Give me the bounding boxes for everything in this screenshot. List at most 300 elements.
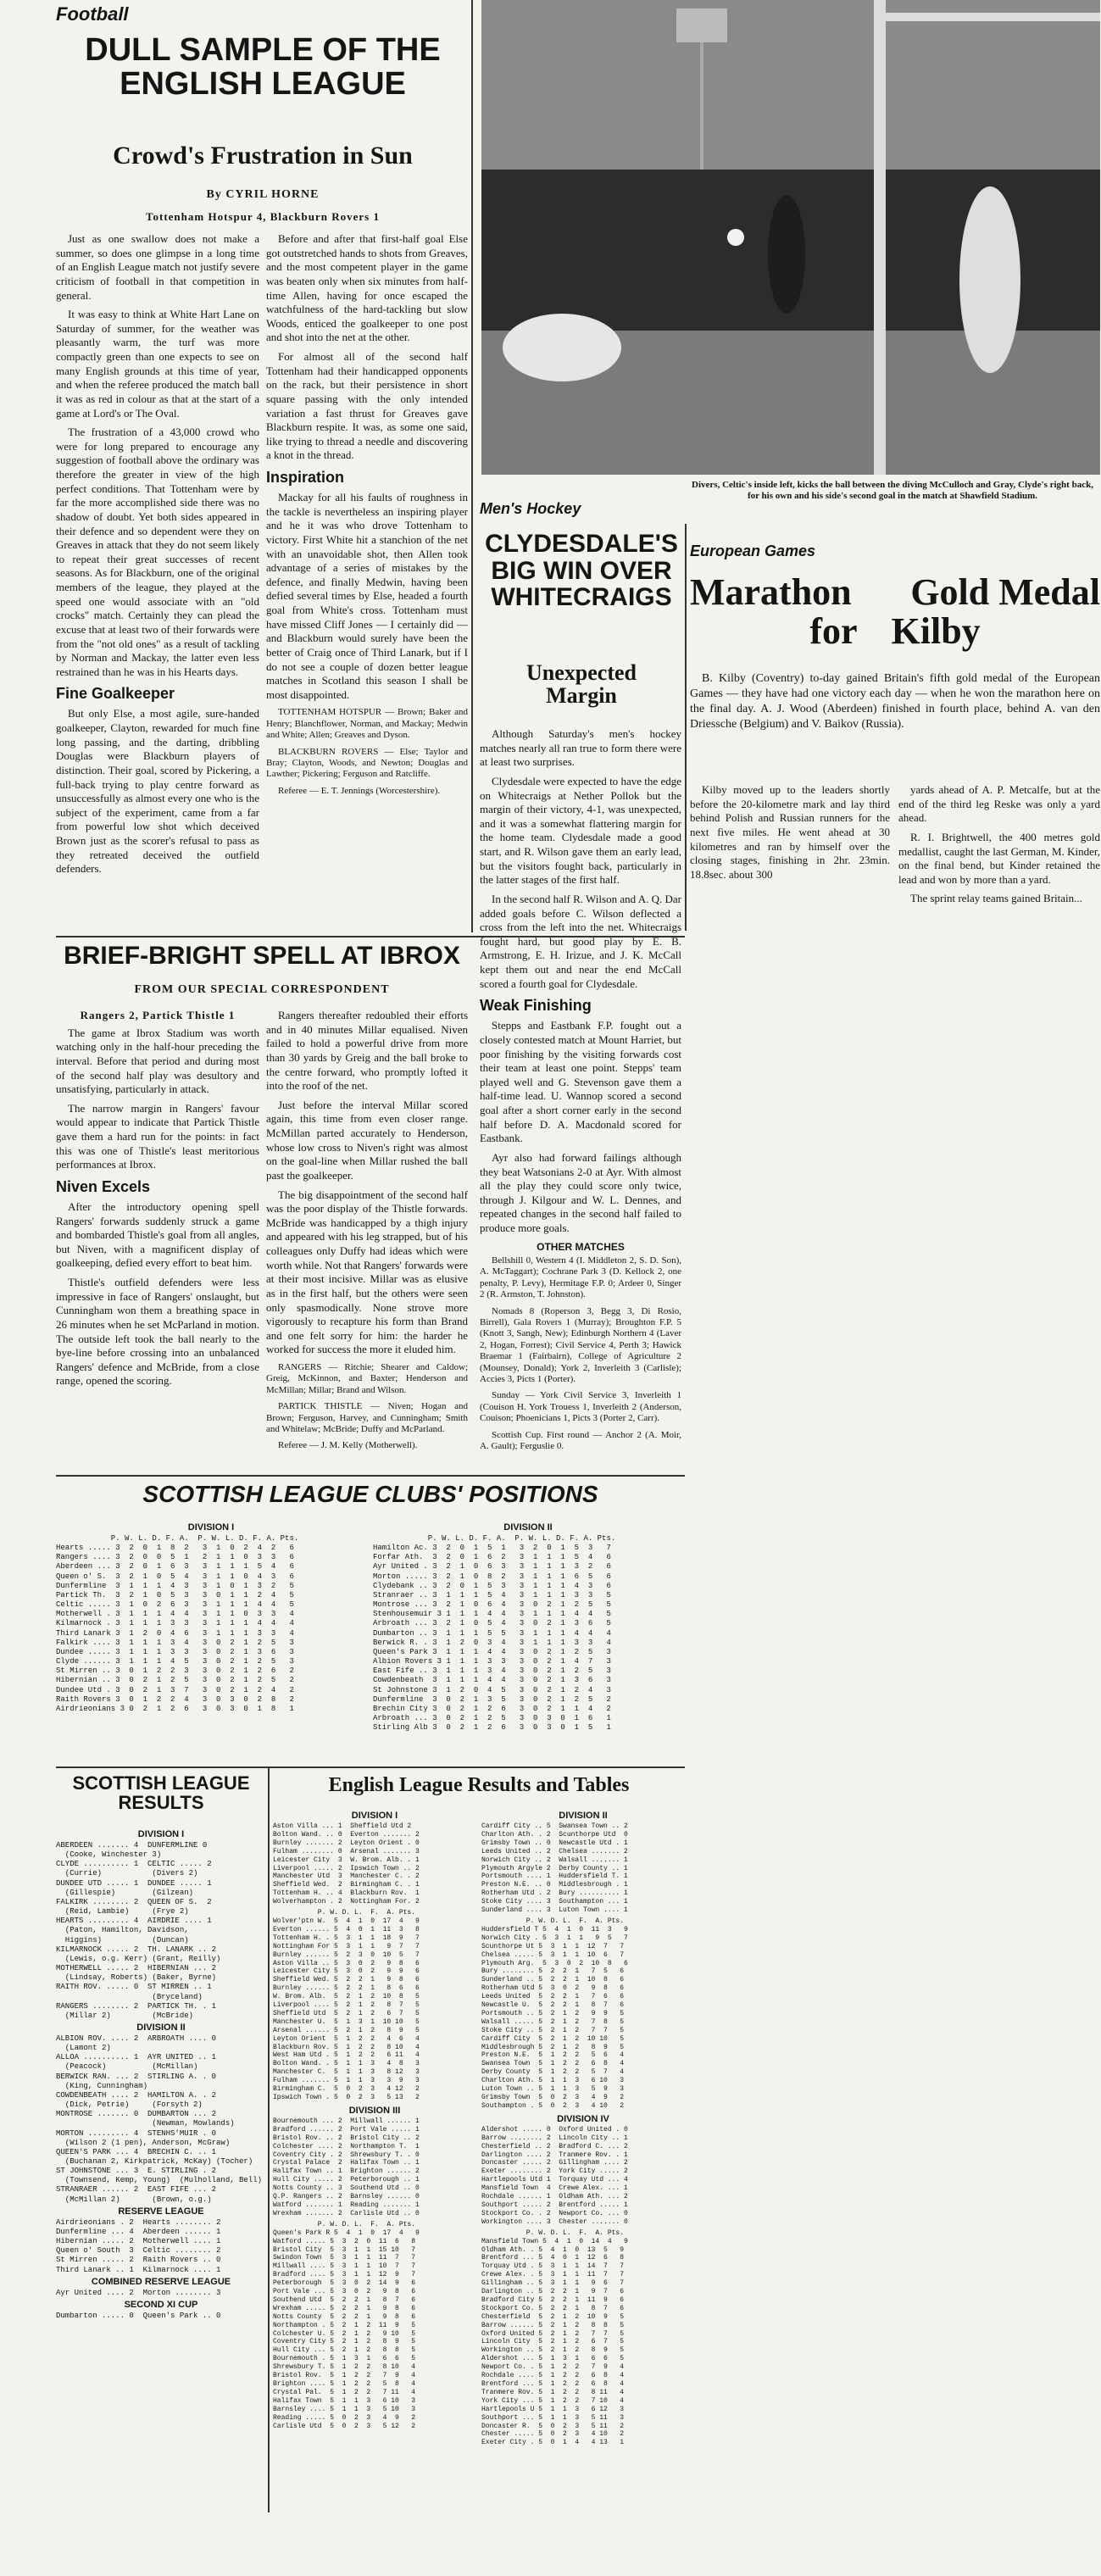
english-div3-table-row: Bristol City 5 3 1 1 15 10 7 xyxy=(273,2245,416,2254)
results-div1-line: (Cooke, Winchester 3) xyxy=(56,1850,162,1860)
results-div2-line: (King, Cunningham) xyxy=(56,2081,148,2090)
english-div1-table-row: Ipswich Town . 5 0 2 3 5 13 2 xyxy=(273,2094,420,2101)
positions-div2-title: DIVISION II xyxy=(503,1522,553,1533)
english-div4-table-row: Newport Co. . 5 1 2 2 7 9 4 xyxy=(481,2363,625,2372)
english-div4-result: Aldershot ..... 0 Oxford United . 0 xyxy=(481,2125,628,2134)
hockey-subhead-weak: Weak Finishing xyxy=(480,997,592,1015)
english-div4-table-row: Bradford City 5 2 2 1 11 9 6 xyxy=(481,2295,625,2304)
english-div3-table-row: Coventry City 5 2 1 2 8 9 5 xyxy=(273,2338,416,2346)
english-div3-result: Notts County .. 3 Southend Utd .. 0 xyxy=(273,2184,420,2193)
english-div1-table-row: Burnley ...... 5 2 3 0 10 5 7 xyxy=(273,1950,420,1959)
english-div2-result: Grimsby Town .. 0 Newcastle Utd . 1 xyxy=(481,1839,628,1847)
positions-div1-header: P. W. L. D. F. A. P. W. L. D. F. A. Pts. xyxy=(56,1534,299,1543)
ibrox-column-2 xyxy=(266,1009,468,1475)
english-div1-table-row: Manchester U. 5 1 3 1 10 10 5 xyxy=(273,2017,420,2026)
english-div1-result: Sheffield Wed. 2 Birmingham C. . 1 xyxy=(273,1881,420,1889)
results-reserve-title: RESERVE LEAGUE xyxy=(118,2206,204,2217)
english-div1-table-row: Liverpool .... 5 2 1 2 8 7 5 xyxy=(273,2001,420,2010)
positions-div2-row: Stirling Alb 3 0 2 1 2 6 3 0 3 0 1 5 1 xyxy=(373,1723,611,1733)
english-div2-table-row: Preston N.E. 5 1 2 2 5 6 4 xyxy=(481,2051,625,2060)
results-div1-title: DIVISION I xyxy=(137,1829,185,1839)
ibrox-para-3: After the introductory opening spell Rangers' forwards suddenly struck a game and bombarded Thistle's goal from all angles, but Niven, with a magnificent display of goalkeeping, defied every effort to beat him. xyxy=(56,1199,259,1270)
photo-caption: Divers, Celtic's inside left, kicks the ball between the diving McCulloch and Gray, Clyde's right back, for his own and his side's second goal in the match at Shawfield Stadium. xyxy=(692,480,1093,502)
hockey-headline xyxy=(480,531,683,658)
english-div3-table-row: Barnsley .... 5 1 1 3 5 10 3 xyxy=(273,2405,416,2413)
dull-para-4: But only Else, a most agile, sure-handed goalkeeper, Clayton, rewarded for much fine long passing, and the darting, dribbling Douglas were Blackburn players of distinction. Their goal, scored by Pickering, a full-back trying to play centre forward as unsuccessfully as almost every one who is the subject of the experiment, came from a far from powerful low shot which deceived Brown just as the scorer's refusal to pass as they retreated deceived the outfield defenders. xyxy=(56,707,259,876)
english-div4-table-row: Barrow ...... 5 2 1 2 8 8 5 xyxy=(481,2321,625,2329)
english-div3-result: Q.P. Rangers .. 2 Barnsley ...... 0 xyxy=(273,2193,420,2201)
results-div2-line: MONTROSE ....... 0 DUMBARTON ... 2 xyxy=(56,2110,217,2119)
hockey-subhead xyxy=(480,661,683,721)
english-div4-table-row: Darlington .. 5 2 2 1 9 7 6 xyxy=(481,2288,625,2296)
results-combined-line: Ayr United .... 2 Morton ........ 3 xyxy=(56,2288,221,2297)
english-div2-result: Norwich City .. 2 Walsall ....... 1 xyxy=(481,1855,628,1864)
english-div4-table-row: Mansfield Town 5 4 1 0 14 4 9 xyxy=(481,2237,628,2245)
dull-headline xyxy=(56,34,470,136)
positions-div1-row: Dundee Utd . 3 0 2 1 3 7 3 0 2 1 2 4 2 xyxy=(56,1685,294,1694)
english-div3-table-row: Carlisle Utd 5 0 2 3 5 12 2 xyxy=(273,2422,416,2430)
english-div4-table-row: Oxford United 5 2 1 2 7 7 5 xyxy=(481,2329,625,2338)
positions-div1-row: Queen o' S. 3 2 1 0 5 4 3 1 1 0 4 3 6 xyxy=(56,1572,294,1581)
results-div2-line: (McMillan 2) (Brown, o.g.) xyxy=(56,2195,212,2204)
positions-div1-row: St Mirren .. 3 0 1 2 2 3 3 0 2 1 2 6 2 xyxy=(56,1666,294,1676)
english-div3-table-row: Notts County 5 2 2 1 9 8 6 xyxy=(273,2312,416,2321)
english-div1-table-row: Manchester C. 5 1 1 3 8 12 3 xyxy=(273,2068,420,2077)
dull-referee: Referee — E. T. Jennings (Worcestershire). xyxy=(278,785,441,796)
positions-div2-row: Stenhousemuir 3 1 1 1 4 4 3 1 1 1 4 4 5 xyxy=(373,1610,611,1619)
english-div1-table-row: Leicester City 5 3 0 2 9 9 6 xyxy=(273,1967,420,1976)
positions-div1-title: DIVISION I xyxy=(187,1522,235,1533)
hockey-kicker: Men's Hockey xyxy=(480,500,581,517)
english-div1-table-row: Arsenal ...... 5 2 1 2 8 9 5 xyxy=(273,2026,420,2034)
english-div2-result: Cardiff City .. 5 Swansea Town .. 2 xyxy=(481,1822,628,1830)
football-photo xyxy=(481,0,1100,475)
european-kicker: European Games xyxy=(690,542,816,559)
results-div1-line: (Lindsay, Roberts) (Baker, Byrne) xyxy=(56,1973,217,1983)
english-div3-table-row: Crystal Pal. 5 1 2 2 7 11 4 xyxy=(273,2388,416,2396)
english-div4-table xyxy=(481,2238,685,2448)
results-headline-line1: SCOTTISH LEAGUE xyxy=(72,1773,250,1794)
results-div1-line: MOTHERWELL ..... 2 HIBERNIAN ... 2 xyxy=(56,1964,217,1973)
english-div1-table-row: Blackburn Rov. 5 1 2 2 8 10 4 xyxy=(273,2043,420,2051)
results-div2-line: (Peacock) (McMillan) xyxy=(56,2062,198,2072)
football-photo-image xyxy=(481,0,1100,475)
results-div1-line: RAITH ROV. ..... 0 ST MIRREN .. 1 xyxy=(56,1983,212,1992)
positions-div2-row: Morton ..... 3 2 1 0 8 2 3 1 1 1 6 5 6 xyxy=(373,1572,611,1581)
ibrox-para-5: Rangers thereafter redoubled their efforts and in 40 minutes Millar equalised. Niven failed to hold a powerful drive from more than 30 yards by Greig and the ball broke to the centre forward, who promptly lofted it into the roof of the net. xyxy=(266,1009,468,1093)
english-div3-table-row: Bristol Rov. 5 1 2 2 7 9 4 xyxy=(273,2372,416,2380)
results-reserve-line: Airdrieonians . 2 Hearts ........ 2 xyxy=(56,2217,221,2227)
english-div2-table-row: Leeds United 5 2 2 1 7 6 6 xyxy=(481,1993,625,2001)
positions-div2-header: P. W. L. D. F. A. P. W. L. D. F. A. Pts. xyxy=(373,1534,616,1543)
results-div2-line: QUEEN'S PARK ... 4 BRECHIN C. .. 1 xyxy=(56,2147,217,2156)
english-div4-table-row: Oldham Ath. . 5 4 1 0 13 5 9 xyxy=(481,2245,625,2254)
ibrox-teams-1: RANGERS — Ritchie; Shearer and Caldow; Greig, McKinnon, and Baxter; Henderson and McMillan; Millar; Brand and Wilson. xyxy=(266,1362,468,1395)
dull-result: Tottenham Hotspur 4, Blackburn Rovers 1 xyxy=(146,210,380,223)
results-div1-line: (Gillespie) (Gilzean) xyxy=(56,1888,194,1897)
english-div2-table-row: Scunthorpe Ut 5 3 1 1 12 7 7 xyxy=(481,1942,625,1950)
english-div3-table-row: Bradford .... 5 3 1 1 12 9 7 xyxy=(273,2271,416,2279)
ibrox-byline: FROM OUR SPECIAL CORRESPONDENT xyxy=(134,983,390,996)
english-div3-table-row: Swindon Town 5 3 1 1 11 7 7 xyxy=(273,2254,416,2262)
dull-byline: By CYRIL HORNE xyxy=(206,188,320,201)
results-div2-line: ST JOHNSTONE ... 3 E. STIRLING . 2 xyxy=(56,2167,217,2176)
results-div2-line: STRANRAER ...... 2 EAST FIFE ... 2 xyxy=(56,2185,217,2195)
positions-div1-row: Dundee ..... 3 1 1 1 3 3 3 0 2 1 3 6 3 xyxy=(56,1647,294,1656)
english-div4-result: Mansfield Town 4 Crewe Alex. ... 1 xyxy=(481,2184,628,2193)
dull-para-1: Just as one swallow does not make a summer, so does one glimpse in a long time of an English League match not justify severe criticism of football in that competition in general. xyxy=(56,232,259,302)
english-div1-table-row: Sheffield Utd 5 2 1 2 6 7 5 xyxy=(273,2009,420,2017)
english-div1-result: Burnley ....... 2 Leyton Orient . 0 xyxy=(273,1839,420,1847)
english-div2-result: Stoke City .... 3 Southampton ... 1 xyxy=(481,1898,628,1906)
english-div2-table-row: Walsall ..... 5 2 1 2 7 8 5 xyxy=(481,2017,625,2026)
english-div2-result: Leeds United .. 2 Chelsea ....... 2 xyxy=(481,1847,628,1855)
english-div2-result: Plymouth Argyle 2 Derby County .. 1 xyxy=(481,1864,628,1872)
english-div1-table xyxy=(273,1917,476,2102)
english-div4-table-row: Southport ... 5 1 1 3 5 11 3 xyxy=(481,2413,625,2422)
results-div2-line: (Dick, Petrie) (Forsyth 2) xyxy=(56,2100,203,2110)
results-div2-line: (Newman, Mowlands) xyxy=(56,2119,235,2128)
english-div1-table-row: W. Brom. Alb. 5 2 1 2 10 8 5 xyxy=(273,1993,420,2001)
english-div4-result: Chesterfield .. 2 Bradford C. ... 2 xyxy=(481,2142,628,2150)
results-div2-lines xyxy=(56,2034,266,2205)
english-div2-table-row: Bury ........ 5 2 2 1 7 5 6 xyxy=(481,1967,625,1976)
english-div2-table-row: Luton Town .. 5 1 1 3 5 9 3 xyxy=(481,2085,625,2094)
english-div1-title: DIVISION I xyxy=(351,1811,398,1821)
results-div1-line: (Bryceland) xyxy=(56,1992,203,2001)
ibrox-headline: BRIEF-BRIGHT SPELL AT IBROX xyxy=(64,943,460,970)
european-column-1 xyxy=(690,783,890,936)
english-div3-result: Bradford ...... 2 Port Vale ..... 1 xyxy=(273,2125,420,2134)
results-div1-line: KILMARNOCK ..... 2 TH. LANARK .. 2 xyxy=(56,1945,217,1954)
european-lead xyxy=(690,671,1100,782)
hockey-headline-line2: BIG WIN OVER xyxy=(491,556,672,585)
dull-teams-2: BLACKBURN ROVERS — Else; Taylor and Bray; Clayton, Woods, and Newton; Douglas and Lawther; Pickering; Ferguson and Ratcliffe. xyxy=(266,746,468,780)
english-column-left xyxy=(273,1809,476,2521)
ibrox-subhead-niven: Niven Excels xyxy=(56,1177,151,1195)
positions-div2-row: Arbroath ... 3 2 1 0 5 4 3 0 2 1 3 6 5 xyxy=(373,1619,611,1628)
hockey-other-3: Sunday — York Civil Service 3, Inverleith 1 (Couison H. York Trouess 1, Inverleith 2 (Anderson, Couison; Phoenicians 1, Picts 3 (Porter 2, Carr). xyxy=(480,1390,681,1424)
english-div2-table-row: Sunderland .. 5 2 2 1 10 8 6 xyxy=(481,1976,625,1984)
results-div1-line: Higgins) (Duncan) xyxy=(56,1935,189,1945)
english-div1-table-row: Leyton Orient 5 1 2 2 4 6 4 xyxy=(273,2034,420,2043)
english-div3-result: Wrexham ....... 2 Carlisle Utd .. 0 xyxy=(273,2209,420,2217)
positions-div1-row: Falkirk .... 3 1 1 1 3 4 3 0 2 1 2 5 3 xyxy=(56,1638,294,1647)
english-div4-result: Barrow ........ 2 Lincoln City .. 1 xyxy=(481,2134,628,2142)
english-div2-result: Sunderland .... 3 Luton Town .... 1 xyxy=(481,1906,628,1915)
english-div3-result: Bournemouth ... 2 Millwall ...... 1 xyxy=(273,2117,420,2125)
english-div3-header: P. W. D. L. F. A. Pts. xyxy=(273,2220,416,2228)
results-reserve-line: St Mirren ..... 2 Raith Rovers .. 0 xyxy=(56,2256,221,2265)
positions-div2-row: St Johnstone 3 1 2 0 4 5 3 0 2 1 2 4 3 xyxy=(373,1685,611,1694)
results-div2-line: MORTON ......... 4 STENHS'MUIR . 0 xyxy=(56,2128,217,2138)
results-div2-line: (Townsend, Kemp, Young) (Mulholland, Bell) xyxy=(56,2176,263,2185)
english-div4-table-row: Stockport Co. 5 2 2 1 8 7 6 xyxy=(481,2304,625,2312)
results-div2-line: BERWICK RAN. ... 2 STIRLING A. . 0 xyxy=(56,2072,217,2081)
european-para-4: R. I. Brightwell, the 400 metres gold medallist, caught the last German, M. Kinder, on the final bend, but Kinder retained the lead and won by more than a yard. xyxy=(898,830,1100,886)
european-headline xyxy=(690,573,1100,666)
english-div2-table-row: Norwich City . 5 3 1 1 9 5 7 xyxy=(481,1933,628,1942)
english-div4-result: Doncaster ..... 2 Gillingham .... 2 xyxy=(481,2159,628,2167)
english-div1-result: Bolton Wand. .. 0 Everton ....... 2 xyxy=(273,1830,420,1839)
positions-div2-row: Hamilton Ac. 3 2 0 1 5 1 3 2 0 1 5 3 7 xyxy=(373,1544,611,1553)
results-div1-line: ABERDEEN ....... 4 DUNFERMLINE 0 xyxy=(56,1841,208,1850)
results-div1-line: CLYDE .......... 1 CELTIC ..... 2 xyxy=(56,1860,212,1869)
european-headline-word1: Marathon xyxy=(690,573,852,613)
english-div3-table-row: Halifax Town 5 1 1 3 6 10 3 xyxy=(273,2396,416,2405)
english-div1-result: Aston Villa ... 1 Sheffield Utd 2 xyxy=(273,1822,412,1830)
english-div4-table-row: Lincoln City 5 2 1 2 6 7 5 xyxy=(481,2338,625,2346)
english-div3-table-row: Hull City ... 5 2 1 2 8 8 5 xyxy=(273,2346,416,2355)
results-reserve-lines xyxy=(56,2218,266,2275)
hockey-other-4: Scottish Cup. First round — Anchor 2 (A. Moir, A. Gault); Ferguslie 0. xyxy=(480,1429,681,1452)
results-column xyxy=(56,1828,266,2523)
ibrox-teams-2: PARTICK THISTLE — Niven; Hogan and Brown; Ferguson, Harvey, and Cunningham; Smith and Whitelaw; McBride; Duffy and McParland. xyxy=(266,1401,468,1435)
results-div2-line: COWDENBEATH .... 2 HAMILTON A. . 2 xyxy=(56,2090,217,2100)
positions-div1-row: Raith Rovers 3 0 1 2 2 4 3 0 3 0 2 8 2 xyxy=(56,1694,294,1704)
hockey-para-2: Clydesdale were expected to have the edge on Whitecraigs at Nether Pollok but the margin of their victory, 4-1, was unexpected, and it was a somewhat flattering margin for the home team. Clydesdale made a good start, and R. Wilson gave them an early lead, but the visitors fought back, particularly in the latter stages of the first half. xyxy=(480,774,681,887)
english-div4-table-row: Brentford ... 5 4 0 1 12 6 8 xyxy=(481,2254,625,2262)
english-div2-result: Charlton Ath. . 2 Scunthorpe Utd 0 xyxy=(481,1830,628,1839)
english-div3-table-row: Millwall .... 5 3 1 1 10 7 7 xyxy=(273,2262,416,2271)
results-div2-line: ALBION ROV. .... 2 ARBROATH .... 0 xyxy=(56,2034,217,2043)
positions-div1-row: Hibernian .. 3 0 2 1 2 5 3 0 2 1 2 5 2 xyxy=(56,1676,294,1685)
positions-div2-row: Berwick R. . 3 1 2 0 3 4 3 1 1 1 3 3 4 xyxy=(373,1638,611,1647)
english-div2-result: Preston N.E. .. 0 Middlesbrough . 1 xyxy=(481,1881,628,1889)
english-div3-table-row: Shrewsbury T. 5 1 2 2 8 10 4 xyxy=(273,2363,416,2372)
english-div4-result: Stockport Co. . 2 Newport Co. ... 0 xyxy=(481,2209,628,2217)
english-div1-table-row: Birmingham C. 5 0 2 3 4 12 2 xyxy=(273,2085,420,2094)
european-para-3: yards ahead of A. P. Metcalfe, but at the end of the third leg Reske was only a yard ahead. xyxy=(898,783,1100,825)
positions-div2-row: Forfar Ath. 3 2 0 1 6 2 3 1 1 1 5 4 6 xyxy=(373,1553,611,1562)
positions-div1-row: Clyde ...... 3 1 1 1 4 5 3 0 2 1 2 5 3 xyxy=(56,1657,294,1666)
hockey-other-1: Bellshill 0, Western 4 (I. Middleton 2, S. D. Son), A. McTaggart); Cochrane Park 3 (D. Kellock 2, one penalty, P. Levy), Hermitage F.P. 0; Ardeer 0, Singer 2 (R. Armston, T. Johnston). xyxy=(480,1255,681,1300)
ibrox-result: Rangers 2, Partick Thistle 1 xyxy=(80,1009,236,1021)
hockey-other-title: OTHER MATCHES xyxy=(537,1240,625,1253)
results-div1-line: (Reid, Lambie) (Frye 2) xyxy=(56,1907,189,1917)
english-div3-table-row: Peterborough 5 3 0 2 14 9 6 xyxy=(273,2279,416,2288)
english-div2-table-row: Middlesbrough 5 2 1 2 8 9 5 xyxy=(481,2043,625,2051)
ibrox-para-1: The game at Ibrox Stadium was worth watching only in the half-hour preceding the interval. Before that period and during most of the second half play was desultory and unsatisfying, particularly in attack. xyxy=(56,1026,259,1096)
results-div1-line: FALKIRK ........ 2 QUEEN OF S. 2 xyxy=(56,1897,212,1906)
hockey-subhead-line1: Unexpected xyxy=(526,661,637,685)
positions-div2-row: Cowdenbeath 3 1 1 1 4 4 3 0 2 1 3 6 3 xyxy=(373,1676,611,1685)
english-div3-table-row: Queen's Park R 5 4 1 0 17 4 9 xyxy=(273,2228,420,2237)
english-div1-result: Liverpool ..... 2 Ipswich Town .. 2 xyxy=(273,1864,420,1872)
english-div4-result: Hartlepools Utd 1 Torquay Utd ... 4 xyxy=(481,2176,628,2184)
english-div4-table-row: Tranmere Rov. 5 1 2 2 8 11 4 xyxy=(481,2388,625,2396)
english-div3-title: DIVISION III xyxy=(348,2105,401,2116)
english-div3-result: Halifax Town .. 1 Brighton ...... 2 xyxy=(273,2167,420,2176)
dull-headline-line1: DULL SAMPLE OF THE xyxy=(85,34,441,68)
english-div4-table-row: Aldershot ... 5 1 3 1 6 6 5 xyxy=(481,2355,625,2363)
positions-div1 xyxy=(56,1521,366,1766)
hockey-para-3: In the second half R. Wilson and A. Q. Dar added goals before C. Wilson deflected a cross from the left into the net. Whitecraigs fought hard, but good play by E. B. Armstrong, E. H. Irizue, and J. K. McCall kept them out and near the end McCall scored a fourth goal for Clydesdale. xyxy=(480,892,681,990)
positions-div1-row: Airdrieonians 3 0 2 1 2 6 3 0 3 0 1 8 1 xyxy=(56,1704,294,1713)
english-div2-table-row: Grimsby Town 5 0 2 3 4 9 2 xyxy=(481,2094,625,2101)
positions-div2-row: Brechin City 3 0 2 1 2 6 3 0 2 1 1 4 2 xyxy=(373,1704,611,1713)
english-div2-table-row: Huddersfield T 5 4 1 0 11 3 9 xyxy=(481,1925,628,1933)
results-div2-line: (Lamont 2) xyxy=(56,2044,111,2053)
positions-headline: SCOTTISH LEAGUE CLUBS' POSITIONS xyxy=(142,1482,598,1507)
results-div1-line: RANGERS ........ 2 PARTICK TH. . 1 xyxy=(56,2001,217,2011)
dull-column-2 xyxy=(266,232,468,936)
positions-div2-row: East Fife .. 3 1 1 1 3 4 3 0 2 1 2 5 3 xyxy=(373,1666,611,1676)
english-div4-table-row: Doncaster R. 5 0 2 3 5 11 2 xyxy=(481,2422,625,2430)
results-div1-line: (Paton, Hamilton, Davidson, xyxy=(56,1926,189,1935)
results-div2-line: ALLOA .......... 1 AYR UNITED .. 1 xyxy=(56,2053,217,2062)
english-div3-table-row: Bournemouth . 5 1 3 1 6 6 5 xyxy=(273,2355,416,2363)
english-div4-table-row: Rochdale .... 5 1 2 2 6 8 4 xyxy=(481,2372,625,2380)
english-div4-table-row: Brentford ... 5 1 2 2 6 8 4 xyxy=(481,2380,625,2388)
results-div2-title: DIVISION II xyxy=(136,2022,186,2033)
dull-teams-1: TOTTENHAM HOTSPUR — Brown; Baker and Henry; Blanchflower, Norman, and Mackay; Medwin and White; Allen; Greaves and Dyson. xyxy=(266,707,468,741)
english-div2-table-row: Stoke City .. 5 2 1 2 7 7 5 xyxy=(481,2026,625,2034)
english-headline: English League Results and Tables xyxy=(328,1775,630,1796)
english-div1-table-row: Bolton Wand. . 5 1 1 3 4 8 3 xyxy=(273,2060,420,2068)
english-div1-result: Leicester City 3 W. Brom. Alb. . 1 xyxy=(273,1855,420,1864)
english-div4-header: P. W. D. L. F. A. Pts. xyxy=(481,2228,625,2237)
positions-div2-row: Dunfermline 3 0 2 1 3 5 3 0 2 1 2 5 2 xyxy=(373,1694,611,1704)
positions-div2-row: Montrose ... 3 2 1 0 6 4 3 0 2 1 2 5 5 xyxy=(373,1600,611,1610)
english-div3-table-row: Port Vale ... 5 3 0 2 9 8 6 xyxy=(273,2288,416,2296)
english-div1-result: Wolverhampton . 2 Nottingham For. 2 xyxy=(273,1898,420,1906)
english-div4-table-row: Hartlepools U 5 1 1 3 6 12 3 xyxy=(481,2405,625,2413)
results-div1-line: DUNDEE UTD ..... 1 DUNDEE ..... 1 xyxy=(56,1878,212,1888)
hockey-para-4: Stepps and Eastbank F.P. fought out a closely contested match at Mount Harriet, but poor finishing by the visiting forwards cost their team at least one point. Stepps' team played well and G. Stevenson gave them a half-time lead. U. Wannop scored a second goal after a short corner early in the second half before D. A. Macdonald scored for Eastbank. xyxy=(480,1019,681,1145)
english-div3-result: Watford ....... 1 Reading ....... 1 xyxy=(273,2200,420,2209)
positions-div1-rows xyxy=(56,1544,366,1714)
english-div2-table xyxy=(481,1926,685,2111)
english-div2-title: DIVISION II xyxy=(559,1811,608,1821)
hockey-headline-line1: CLYDESDALE'S xyxy=(485,531,678,558)
english-div2-result: Portsmouth .... 1 Huddersfield T. 1 xyxy=(481,1872,628,1881)
english-div1-table-row: Burnley ...... 5 2 2 1 8 6 6 xyxy=(273,1984,420,1993)
european-para-2: Kilby moved up to the leaders shortly before the 20-kilometre mark and lay third behind Polish and Russian runners for the next five miles. He went ahead at 30 kilometres and ran by himself over the closing stages, finishing in 2hr. 23min. 18.8sec. about 300 xyxy=(690,783,890,881)
positions-div2-row: Stranraer .. 3 1 1 1 5 4 3 1 1 1 3 3 5 xyxy=(373,1590,611,1600)
results-combined-title: COMBINED RESERVE LEAGUE xyxy=(91,2276,231,2287)
english-div4-table-row: Chesterfield 5 2 1 2 10 9 5 xyxy=(481,2312,625,2321)
english-div2-result: Rotherham Utd . 2 Bury .......... 1 xyxy=(481,1889,628,1898)
ibrox-column-1 xyxy=(56,1009,259,1475)
dull-para-2: It was easy to think at White Hart Lane on Saturday of summer, for the weather was pleasantly warm, the turf was more compactly green than one expects to see on many English grounds at this time of year, and when the referee produced the match ball it was as red in colour as that at the start of a game at Lord's or The Oval. xyxy=(56,308,259,420)
dull-subhead: Crowd's Frustration in Sun xyxy=(113,142,413,170)
ibrox-para-2: The narrow margin in Rangers' favour would appear to indicate that Partick Thistle gave them a hard run for the points: in fact this was one of Thistle's least meritorious performances at Ibrox. xyxy=(56,1101,259,1171)
results-div1-lines xyxy=(56,1841,266,2021)
english-div4-title: DIVISION IV xyxy=(557,2113,609,2124)
english-div3-table-row: Northampton . 5 2 1 2 11 9 5 xyxy=(273,2321,416,2329)
hockey-para-5: Ayr also had forward failings although they beat Watsonians 2-0 at Ayr. With almost all the play they could score only twice, through J. Kilgour and W. L. Dennes, and repeated changes in the second half failed to produce more goals. xyxy=(480,1150,681,1235)
english-div2-table-row: Newcastle U. 5 2 2 1 8 7 6 xyxy=(481,2001,625,2010)
english-div2-table-row: Rotherham Utd 5 3 0 2 9 8 6 xyxy=(481,1984,625,1993)
english-div1-result: Tottenham H. .. 4 Blackburn Rov. 1 xyxy=(273,1889,420,1898)
positions-div1-row: Rangers .... 3 2 0 0 5 1 2 1 1 0 3 3 6 xyxy=(56,1553,294,1562)
results-headline-line2: RESULTS xyxy=(118,1792,204,1814)
english-div2-table-row: Derby County 5 1 2 2 5 7 4 xyxy=(481,2068,625,2077)
english-div4-table-row: Chester ..... 5 0 2 3 4 10 2 xyxy=(481,2430,625,2439)
english-div1-table-row: Everton ...... 5 4 0 1 11 3 8 xyxy=(273,1925,420,1933)
dull-para-3: The frustration of a 43,000 crowd who were for long prepared to encourage any suggestion of football above the ordinary was therefore the greater in view of the high perfect conditions. That Tottenham were by far the more accomplished side there was no shadow of doubt. Yet both sides appeared in their defence and so dependent were they on Greaves in attack that they do not seem likely to repeat their great successes of recent seasons. As for Blackburn, one of the original members of the league, they played at the speed one would associate with an "old crocks" match. Certainly they can plead the excuse that at least two of their forwards were from the "not old ones" as a result of tackling by Norman and Mackay, the latter even less restrained than he was in his Hearts days. xyxy=(56,426,259,678)
results-div1-line: (Lewis, o.g. Kerr) (Grant, Reilly) xyxy=(56,1954,221,1963)
positions-div2-row: Queen's Park 3 1 1 1 4 4 3 0 2 1 2 5 3 xyxy=(373,1647,611,1656)
english-div1-table-row: Aston Villa .. 5 3 0 2 9 8 6 xyxy=(273,1959,420,1967)
dull-headline-line2: ENGLISH LEAGUE xyxy=(120,65,406,102)
positions-div1-row: Dunfermline 3 1 1 1 4 3 3 1 0 1 3 2 5 xyxy=(56,1581,294,1590)
english-div2-header: P. W. D. L. F. A. Pts. xyxy=(481,1917,625,1925)
dull-para-5: Before and after that first-half goal Else got outstretched hands to shots from Greaves, and the most competent player in the game was beaten only when six minutes from half-time Allen, having for once escaped the watchfulness of the hard-tackling but slow Woods, enticed the goalkeeper to one post and shot into the net at the other. xyxy=(266,232,468,344)
results-div1-line: (Millar 2) (McBride) xyxy=(56,2011,194,2020)
results-div1-line: HEARTS ......... 4 AIRDRIE .... 1 xyxy=(56,1917,212,1926)
positions-div2-row: Albion Rovers 3 1 1 1 3 3 3 0 2 1 4 7 3 xyxy=(373,1657,611,1666)
hockey-para-1: Although Saturday's men's hockey matches nearly all ran true to form there were at least two surprises. xyxy=(480,727,681,769)
results-div2-line: (Wilson 2 (1 pen), Anderson, McGraw) xyxy=(56,2138,231,2147)
english-div4-table-row: Crewe Alex. . 5 3 1 1 11 7 7 xyxy=(481,2271,625,2279)
english-div4-table-row: Gillingham .. 5 3 1 1 9 6 7 xyxy=(481,2279,625,2288)
dull-subhead-fine-goalkeeper: Fine Goalkeeper xyxy=(56,685,175,703)
english-div1-table-row: Tottenham H. . 5 3 1 1 18 9 7 xyxy=(273,1933,420,1942)
european-headline-word4: Kilby xyxy=(891,610,981,653)
results-combined-lines xyxy=(56,2289,266,2298)
positions-div1-row: Partick Th. 3 2 1 0 5 3 3 0 1 1 2 4 5 xyxy=(56,1590,294,1600)
english-div3-result: Crystal Palace 2 Halifax Town .. 1 xyxy=(273,2159,420,2167)
dull-para-6: For almost all of the second half Tottenham had their handicapped opponents on the rack, but their persistence in short square passing with the only intended variation a fast thrust for Greaves gave Blackburn respite. It was, as some one said, like trying to thread a needle and discovering a knot in the thread. xyxy=(266,350,468,462)
english-div3-table xyxy=(273,2229,476,2431)
european-headline-word2: Gold Medal xyxy=(910,573,1100,613)
english-div4-result: Workington .... 3 Chester ....... 0 xyxy=(481,2217,628,2226)
positions-div2-rows xyxy=(373,1544,683,1733)
rule-results-right xyxy=(268,1766,270,2512)
dull-para-7: Mackay for all his faults of roughness in the tackle is nevertheless an inspiring player and he it was who drove Tottenham to victory. First White hit a stanchion of the net with an unavoidable shot, then Allen took advantage of a series of mistakes by the defence, and finally Medwin, having been defied several times by Else, headed a fourth goal from White's cross. Tottenham must have missed Cliff Jones — I certainly did — and Blackburn would surely have been the better of Craig once of Third Lanark, but if I do not see a couple of dozen better league matches in Scotland this season I shall be most disappointed. xyxy=(266,491,468,701)
ibrox-referee: Referee — J. M. Kelly (Motherwell). xyxy=(278,1440,418,1451)
dull-column-1 xyxy=(56,232,259,936)
results-reserve-line: Queen o' South 3 Celtic ........ 2 xyxy=(56,2246,221,2256)
english-div1-result: Fulham ........ 0 Arsenal ....... 3 xyxy=(273,1847,420,1855)
hockey-subhead-line2: Margin xyxy=(546,683,617,709)
english-div3-table-row: Wrexham ..... 5 2 2 1 9 8 6 xyxy=(273,2304,416,2312)
results-reserve-line: Hibernian ..... 2 Motherwell .... 1 xyxy=(56,2237,221,2246)
positions-div1-row: Aberdeen ... 3 2 0 1 6 3 3 1 1 1 5 4 6 xyxy=(56,1562,294,1572)
positions-div2-row: Clydebank .. 3 2 0 1 5 3 3 1 1 1 4 3 6 xyxy=(373,1581,611,1590)
positions-div1-row: Kilmarnock . 3 1 1 1 3 3 3 1 1 1 4 4 4 xyxy=(56,1619,294,1628)
english-div3-table-row: Watford ..... 5 3 2 0 11 6 8 xyxy=(273,2237,416,2245)
english-div2-table-row: Southampton . 5 0 2 3 4 10 2 xyxy=(481,2101,625,2110)
english-div2-table-row: Portsmouth .. 5 2 1 2 9 9 5 xyxy=(481,2009,625,2017)
english-div3-result: Coventry City . 2 Shrewsbury T. . 0 xyxy=(273,2150,420,2159)
dull-subhead-inspiration: Inspiration xyxy=(266,469,345,486)
english-div2-results xyxy=(481,1822,685,1915)
english-div2-table-row: Cardiff City 5 2 1 2 10 10 5 xyxy=(481,2034,625,2043)
english-div1-table-row: Nottingham For 5 3 1 1 9 7 7 xyxy=(273,1942,420,1950)
positions-div1-row: Motherwell . 3 1 1 1 4 4 3 1 1 0 3 3 4 xyxy=(56,1610,294,1619)
english-div3-table-row: Colchester U. 5 2 1 2 9 10 5 xyxy=(273,2329,416,2338)
english-div1-results xyxy=(273,1822,476,1906)
european-headline-word3: for xyxy=(809,610,858,653)
positions-div2 xyxy=(373,1521,683,1766)
ibrox-para-7: The big disappointment of the second half was the poor display of the Thistle forwards. McBride was handicapped by a thigh injury and appeared with his leg strapped, but of his colleagues only Duffy had ideas which were worth while. Not that Rangers' forwards were at their most incisive. Millar was as elusive as in the first half, but the others were seen only spasmodically. None strove more vigorously to recapture his form than Brand and one felt sorry for him: the harder he worked for success the more it eluded him. xyxy=(266,1188,468,1356)
english-div4-results xyxy=(481,2126,685,2227)
rule-hockey-right xyxy=(685,524,687,931)
english-div3-table-row: Southend Utd 5 2 2 1 8 7 6 xyxy=(273,2295,416,2304)
english-div1-result: Manchester Utd 3 Manchester C. . 2 xyxy=(273,1872,420,1881)
european-para-1: B. Kilby (Coventry) to-day gained Britain's fifth gold medal of the European Games — they have had one victory each day — when he won the marathon here on the final day. A. J. Wood (Aberdeen) finished in fourth place, behind A. van den Driessche (Belgium) and V. Baikov (Russia). xyxy=(690,672,1100,731)
positions-div1-row: Third Lanark 3 1 2 0 4 6 3 1 1 1 3 3 4 xyxy=(56,1628,294,1638)
english-div3-table-row: Brighton .... 5 1 2 2 5 8 4 xyxy=(273,2380,416,2388)
positions-div2-row: Arbroath ... 3 0 2 1 2 5 3 0 3 0 1 6 1 xyxy=(373,1713,611,1722)
rule-left-column xyxy=(471,0,473,932)
results-headline xyxy=(56,1773,266,1824)
positions-div2-row: Dumbarton .. 3 1 1 1 5 5 3 1 1 1 4 4 4 xyxy=(373,1628,611,1638)
english-div3-result: Hull City ..... 2 Peterborough .. 1 xyxy=(273,2176,420,2184)
